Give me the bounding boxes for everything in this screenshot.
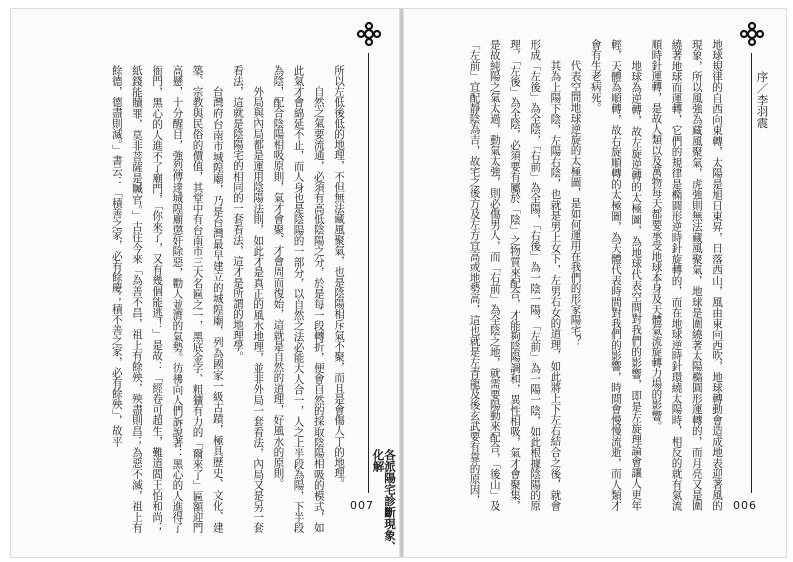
book-spread (10, 8, 787, 558)
right-page (403, 9, 786, 557)
right-paragraph-4: 其為上陽下陰，左陽右陰，也就是男上女下，左男右女的道理，如此將上下左右結合之後，就會形成「左後」為全陰，「右前」為全陽，「右後」為一陰一陽，「左前」為一陽一陰，如此根據陰陽的原理，「左後」為全陰，必須要有屬於「陰」之物質來配合，才能夠陰陽調和，異性相吸，氣才會聚集，是故純陽之氣太過，動氣太強，則必傷男人，而「右前」為全陰之地，就需要陽動來配合，「後山」及「左前」宜配靜陰為吉，故宅之後方及左方宜高或地勢高，這也就是左青龍及後玄武要有靠的原因， (468, 39, 562, 511)
knot-ornament-icon (739, 21, 765, 47)
knot-ornament-icon (356, 21, 382, 47)
right-paragraph-3: 代表空間地球逆旋的太極圖，是如何運用在我們的形家陽宅？ (569, 60, 582, 347)
title-separator: ／ (755, 82, 770, 94)
left-paragraph-4: 台灣府台南市城隍廟，乃是台灣最早建立的城隍廟，列為國家一級古蹟，極具歷史、文化、建築、宗教與民俗的價值，其堂中有台南市三大名匾之一，黑底金字、粗獷有力的「爾來了」匾額迎門高懸，十分醒目，強烈傳達城隍廟懲奸除惡，勸人並濟的氣勢。彷彿向人們訴說著：黑心的人進得了衙門，黑心的人進不了廟門，「你來了，又有幾個能逃！」是故：「經卷可超生，難道閻王怕和尚；紙錢能贖罪，莫非菩薩是贓官。」古往今來「為善不昌，祖上有餘殃，殃盡則昌；為惡不滅，祖上有餘德，德盡則滅。」書云：「積善之家，必有餘慶；積不善之家，必有餘殃」，故平 (110, 65, 224, 533)
left-page-body (25, 65, 349, 533)
right-page-body (411, 39, 727, 511)
left-paragraph-3: 外局與內局都是運用陰陽法則，如此才是真正的風水地理，並非外局一套看法，內局又是另一套看法，這就是陰陽宅的相同的一套看法，這才是所謂的地理學。 (231, 65, 265, 533)
page-number: 006 (733, 499, 757, 512)
right-paragraph-2: 地球為逆轉，故左旋逆轉的太極圖，為地球代表空間對我們的影響，即是左旋理論會讓人更年輕，天體為順轉，故右旋順轉的太極圖，為天體代表時間對我們的影響，時間會慢慢流逝，而人類才會有生老病死。 (589, 39, 643, 511)
margin-rule (751, 53, 752, 493)
page-number: 007 (350, 499, 374, 512)
section-title (756, 71, 768, 129)
author-name: 李羽震 (755, 94, 770, 129)
left-paragraph-2: 自然之氣要流通，必須有高低陰陽之分，於是每一段轉折，便會自然的採取陰陽相吸的模式，如此氣才會綿延不止，而人身也是陰陽的一部分，以自然之法必能大人合一，人之上半段為陽，下半段為陰，配合陰陽相吸原則，氣才會聚、才會周而復始，這就是自然的道理，好風水的原則。 (272, 65, 325, 533)
right-paragraph-1: 地球規律的自西向東轉，太陽是旭日東昇，日落西山，風由東向西吹，地球轉動會造成地表迎著風的現象，所以風強為藏風聚氣，虎強則無法藏風聚氣，地球是圍繞著太陽橢圓形運轉的，而月亮又是圍繞著地球而運轉，它們的規律是橢圓形逆時針旋轉的，而在地球逆時針環繞太陽時，相反的就有氣流順時針運轉，是故人類以及萬物每天都要承受地球本身及天體氣流旋轉力場的影響。 (650, 39, 723, 511)
section-title-text: 序 (755, 71, 770, 83)
margin-rule (368, 53, 369, 493)
left-paragraph-1: 所以左低後低的地理，不但無法藏風聚氣，也是陰陽相斥氣不聚，而且是會傷人丁的地理。 (333, 65, 345, 489)
left-page (11, 9, 401, 557)
book-title: 各派陽宅診斷現象、化解 (371, 449, 397, 553)
